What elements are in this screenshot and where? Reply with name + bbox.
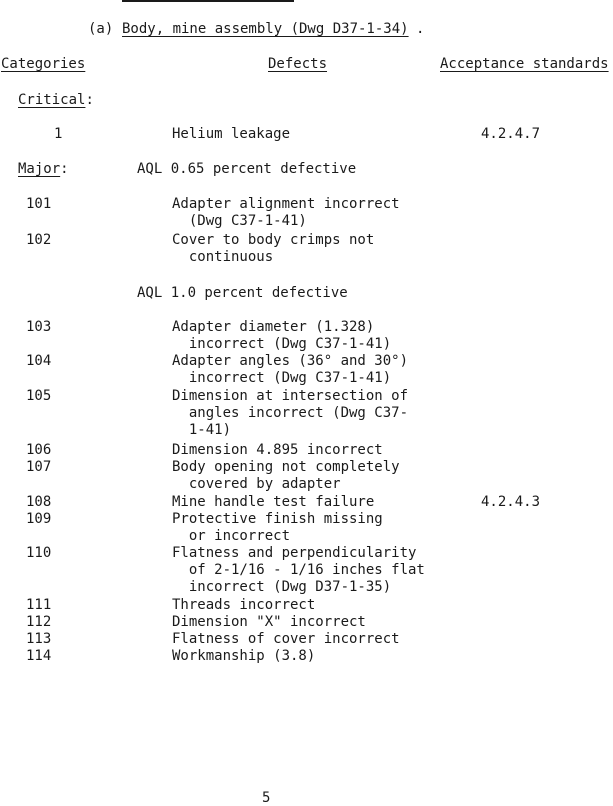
aql-level-2: AQL 1.0 percent defective — [137, 285, 348, 301]
defect-number: 1 — [54, 126, 63, 142]
defect-description-line: Flatness and perpendicularity — [172, 545, 417, 561]
defect-description-line: of 2-1/16 - 1/16 inches flat — [172, 562, 425, 578]
top-rule — [122, 0, 294, 2]
defect-description-line: or incorrect — [172, 528, 291, 544]
critical-heading — [18, 92, 94, 108]
defect-description-line: incorrect (Dwg C37-1-41) — [172, 336, 392, 352]
critical-label: Critical — [18, 92, 86, 108]
aql-level-1: AQL 0.65 percent defective — [137, 161, 357, 177]
defect-description-line: Mine handle test failure — [172, 494, 375, 510]
defect-description-line: Adapter alignment incorrect — [172, 196, 400, 212]
defect-description-line: Adapter angles (36° and 30°) — [172, 353, 409, 369]
defect-number: 105 — [26, 388, 52, 404]
defect-description-line: incorrect (Dwg C37-1-41) — [172, 370, 392, 386]
defect-description-line: Dimension 4.895 incorrect — [172, 442, 383, 458]
defect-number: 113 — [26, 631, 52, 647]
defect-number: 112 — [26, 614, 52, 630]
defect-description-line: 1-41) — [172, 422, 232, 438]
defect-number: 101 — [26, 196, 52, 212]
acceptance-standard: 4.2.4.3 — [481, 494, 541, 510]
defect-number: 103 — [26, 319, 52, 335]
section-period: . — [416, 21, 425, 37]
column-header-defects: Defects — [268, 56, 328, 72]
defect-number: 110 — [26, 545, 52, 561]
defect-description-line: Protective finish missing — [172, 511, 383, 527]
defect-number: 111 — [26, 597, 52, 613]
defect-description-line: Flatness of cover incorrect — [172, 631, 400, 647]
defect-description-line: Body opening not completely — [172, 459, 400, 475]
page-number: 5 — [262, 790, 271, 806]
defect-description-line: incorrect (Dwg D37-1-35) — [172, 579, 392, 595]
defect-number: 107 — [26, 459, 52, 475]
defect-number: 106 — [26, 442, 52, 458]
defect-description-line: Adapter diameter (1.328) — [172, 319, 375, 335]
defect-number: 114 — [26, 648, 52, 664]
section-title: Body, mine assembly (Dwg D37-1-34) — [122, 21, 409, 37]
acceptance-standard: 4.2.4.7 — [481, 126, 541, 142]
major-heading — [18, 161, 69, 177]
defect-description-line: Workmanship (3.8) — [172, 648, 316, 664]
defect-number: 108 — [26, 494, 52, 510]
critical-colon: : — [85, 92, 94, 108]
column-header-standards: Acceptance standards — [440, 56, 609, 72]
section-marker: (a) — [88, 21, 114, 37]
defect-description-line: covered by adapter — [172, 476, 341, 492]
defect-number: 109 — [26, 511, 52, 527]
defect-description-line: Threads incorrect — [172, 597, 316, 613]
defect-number: 104 — [26, 353, 52, 369]
column-header-categories: Categories — [1, 56, 86, 72]
defect-description-line: Cover to body crimps not — [172, 232, 375, 248]
defect-description-line: (Dwg C37-1-41) — [172, 213, 307, 229]
major-colon: : — [60, 161, 69, 177]
defect-description-line: continuous — [172, 249, 274, 265]
defect-description-line: Dimension "X" incorrect — [172, 614, 366, 630]
defect-description-line: angles incorrect (Dwg C37- — [172, 405, 409, 421]
major-label: Major — [18, 161, 61, 177]
defect-number: 102 — [26, 232, 52, 248]
defect-description-line: Helium leakage — [172, 126, 291, 142]
defect-description-line: Dimension at intersection of — [172, 388, 409, 404]
